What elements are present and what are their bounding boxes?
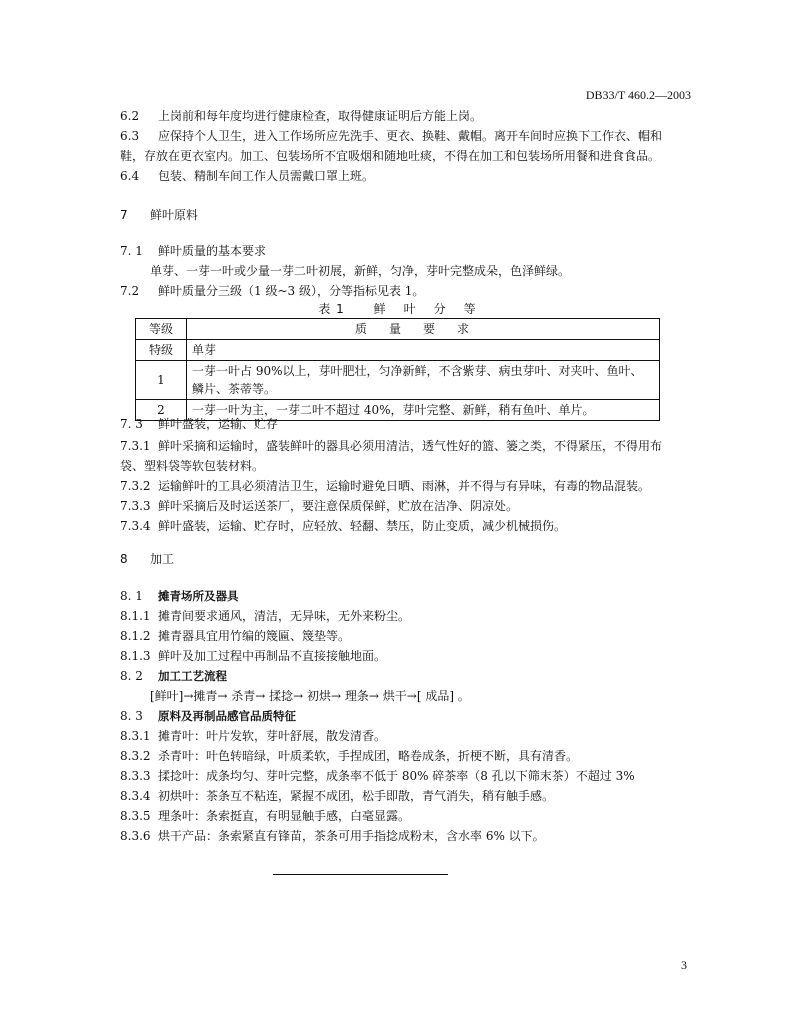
table-caption bbox=[120, 300, 692, 317]
clause-7-3-4: 7.3.4 鲜叶盛装，运输、贮存时，应轻放、轻翻、禁压，防止变质，减少机械损伤。 bbox=[120, 519, 567, 533]
clause-7-3-1-cont: 袋、塑料袋等软包装材料。 bbox=[120, 459, 265, 473]
clause-8-3-title: 原料及再制品感官品质特征 bbox=[158, 709, 296, 723]
clause-8-1-3: 8.1.3 鲜叶及加工过程中再制品不直接接触地面。 bbox=[120, 649, 387, 663]
clause-6-2: 6.2 上岗前和每年度均进行健康检查，取得健康证明后方能上岗。 bbox=[120, 109, 483, 123]
clause-7-1-number: 7. 1 bbox=[120, 244, 143, 258]
clause-8-1-2: 8.1.2 摊青器具宜用竹编的篾匾、篾垫等。 bbox=[120, 629, 351, 643]
document-code: DB33/T 460.2—2003 bbox=[585, 88, 691, 102]
table-row bbox=[136, 361, 660, 400]
clause-7-3-2: 7.3.2 运输鲜叶的工具必须清洁卫生，运输时避免日晒、雨淋，并不得与有异味，有毒的物品混装。 bbox=[120, 479, 651, 493]
quality-table bbox=[135, 318, 660, 421]
col-grade-header: 等级 bbox=[136, 319, 187, 340]
col-requirement-header: 质量要求 bbox=[187, 319, 660, 340]
clause-8-3-6: 8.3.6 烘干产品：条索紧直有锋苗，茶条可用手指捻成粉末，含水率 6% 以下。 bbox=[120, 829, 545, 843]
clause-8-1-number: 8. 1 bbox=[120, 589, 143, 603]
table-caption-title: 鲜叶分等 bbox=[373, 302, 494, 316]
clause-7-1-body: 单芽、一芽一叶或少量一芽二叶初展，新鲜，匀净，芽叶完整成朵，色泽鲜绿。 bbox=[150, 264, 571, 278]
clause-6-3: 6.3 应保持个人卫生，进入工作场所应先洗手、更衣、换鞋、戴帽。离开车间时应换下工作衣、帽和 bbox=[120, 129, 663, 143]
section-7-1 bbox=[120, 241, 692, 301]
clause-8-3-2: 8.3.2 杀青叶：叶色转暗绿，叶质柔软，手捏成团，略卷成条，折梗不断，具有清香。 bbox=[120, 749, 579, 763]
page-number: 3 bbox=[681, 958, 687, 972]
clause-8-1-1: 8.1.1 摊青间要求通风，清洁，无异味，无外来粉尘。 bbox=[120, 609, 411, 623]
grade-cell: 1 bbox=[136, 361, 187, 400]
table-header-row bbox=[136, 319, 660, 340]
section-7-3 bbox=[120, 414, 692, 536]
section-8-body bbox=[120, 586, 692, 846]
clause-8-3-5: 8.3.5 理条叶：条索挺直，有明显触手感，白毫显露。 bbox=[120, 809, 411, 823]
clause-7-2-number: 7.2 bbox=[120, 284, 140, 298]
grade-cell: 特级 bbox=[136, 340, 187, 361]
table-caption-number: 表 1 bbox=[318, 302, 345, 316]
clause-7-3-title: 鲜叶盛装，运输、贮存 bbox=[158, 417, 279, 431]
clause-8-2-title: 加工工艺流程 bbox=[158, 669, 227, 683]
section-6 bbox=[120, 106, 692, 186]
clause-7-2-text: 鲜叶质量分三级（1 级~3 级），分等指标见表 1。 bbox=[158, 284, 425, 298]
requirement-cell: 一芽一叶占 90%以上，芽叶肥壮，匀净新鲜，不含紫芽、病虫芽叶、对夹叶、鱼叶、 鳞片、茶蒂等。 bbox=[187, 361, 660, 400]
clause-8-3-1: 8.3.1 摊青叶：叶片发软，芽叶舒展，散发清香。 bbox=[120, 729, 387, 743]
grade-cell: 2 bbox=[136, 400, 187, 421]
clause-6-3-cont: 鞋，存放在更衣室内。加工、包装场所不宜吸烟和随地吐痰，不得在加工和包装场所用餐和进食食品。 bbox=[120, 149, 661, 163]
section-7-heading: 7 鲜叶原料 bbox=[120, 208, 199, 222]
section-8-heading: 8 加工 bbox=[120, 552, 175, 566]
clause-8-3-4: 8.3.4 初烘叶：茶条互不粘连，紧握不成团，松手即散，青气消失，稍有触手感。 bbox=[120, 789, 555, 803]
clause-7-1-title: 鲜叶质量的基本要求 bbox=[158, 244, 267, 258]
clause-8-3-number: 8. 3 bbox=[120, 709, 143, 723]
clause-8-3-3: 8.3.3 揉捻叶：成条均匀、芽叶完整，成条率不低于 80% 碎茶率（8 孔以下筛末茶）不超过 3% bbox=[120, 769, 635, 783]
table-row bbox=[136, 340, 660, 361]
process-flow: [鲜叶]→摊青→ 杀青→ 揉捻→ 初烘→ 理条→ 烘干→[ 成品] 。 bbox=[150, 689, 470, 703]
clause-7-3-3: 7.3.3 鲜叶采摘后及时运送茶厂，要注意保质保鲜，贮放在洁净、阴凉处。 bbox=[120, 499, 519, 513]
clause-7-3-1: 7.3.1 鲜叶采摘和运输时，盛装鲜叶的器具必须用清洁，透气性好的篮、篓之类，不得紧压，不得用布 bbox=[120, 439, 663, 453]
requirement-cell: 单芽 bbox=[187, 340, 660, 361]
clause-8-2-number: 8. 2 bbox=[120, 669, 143, 683]
requirement-cell: 一芽一叶为主，一芽二叶不超过 40%，芽叶完整、新鲜，稍有鱼叶、单片。 bbox=[187, 400, 660, 421]
clause-8-1-title: 摊青场所及器具 bbox=[158, 589, 239, 603]
clause-6-4: 6.4 包装、精制车间工作人员需戴口罩上班。 bbox=[120, 169, 375, 183]
clause-7-3-number: 7. 3 bbox=[120, 417, 143, 431]
end-rule bbox=[273, 874, 448, 875]
